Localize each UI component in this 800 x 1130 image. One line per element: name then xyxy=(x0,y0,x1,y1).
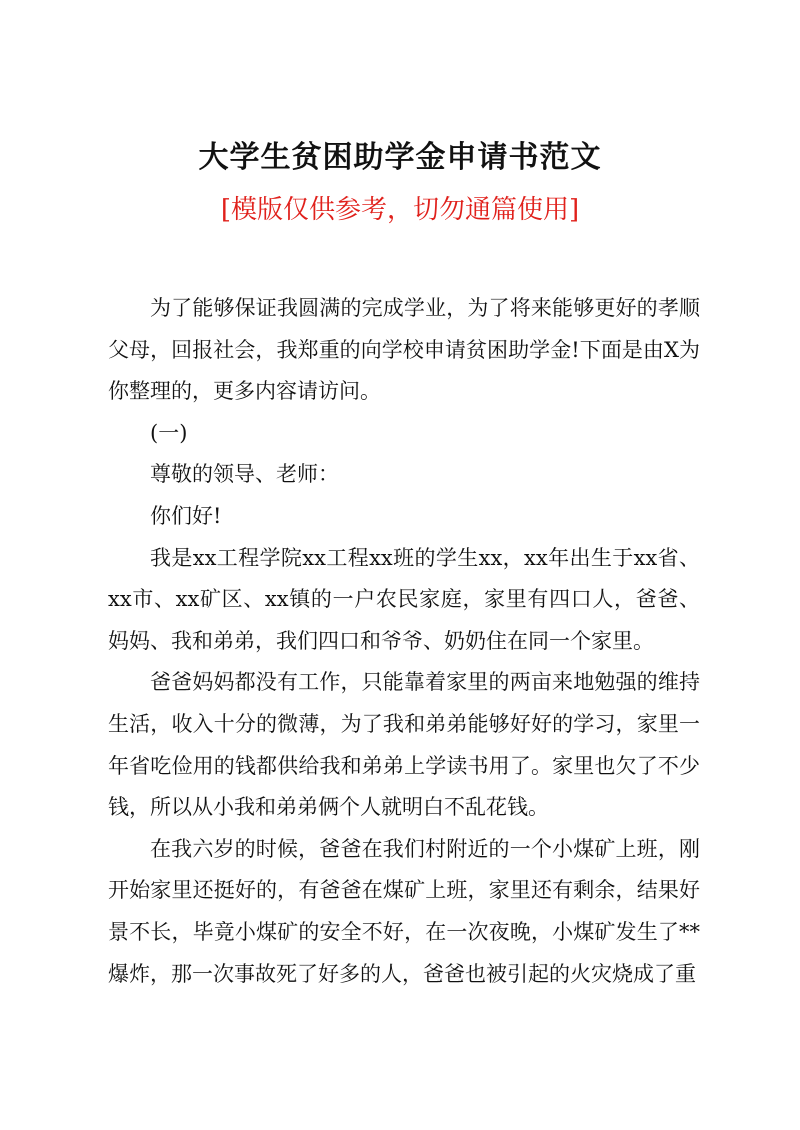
template-notice: [模版仅供参考，切勿通篇使用] xyxy=(220,195,580,225)
greeting: 你们好! xyxy=(150,503,222,528)
intro-paragraph: 为了能够保证我圆满的完成学业，为了将来能够更好的孝顺父母，回报社会，我郑重的向学校申请贫困助学金!下面是由X为你整理的，更多内容请访问。 xyxy=(108,296,700,404)
body-paragraph: 在我六岁的时候，爸爸在我们村附近的一个小煤矿上班，刚开始家里还挺好的，有爸爸在煤矿上班，家里还有剩余，结果好景不长，毕竟小煤矿的安全不好，在一次夜晚，小煤矿发生了**爆炸，那一次事故死了好多的人，爸爸也被引起的火灾烧成了重 xyxy=(108,836,700,986)
section-number: (一) xyxy=(150,420,188,445)
salutation: 尊敬的领导、老师： xyxy=(150,462,339,487)
document-title: 大学生贫困助学金申请书范文 xyxy=(198,140,602,175)
body-paragraph: 爸爸妈妈都没有工作，只能靠着家里的两亩来地勉强的维持生活，收入十分的微薄，为了我和弟弟能够好好的学习，家里一年省吃俭用的钱都供给我和弟弟上学读书用了。家里也欠了不少钱，所以从小我和弟弟俩个人就明白不乱花钱。 xyxy=(108,670,700,820)
body-paragraph: 我是xx工程学院xx工程xx班的学生xx，xx年出生于xx省、xx市、xx矿区、xx镇的一户农民家庭，家里有四口人，爸爸、妈妈、我和弟弟，我们四口和爷爷、奶奶住在同一个家里。 xyxy=(108,545,700,653)
document-body xyxy=(108,288,700,995)
